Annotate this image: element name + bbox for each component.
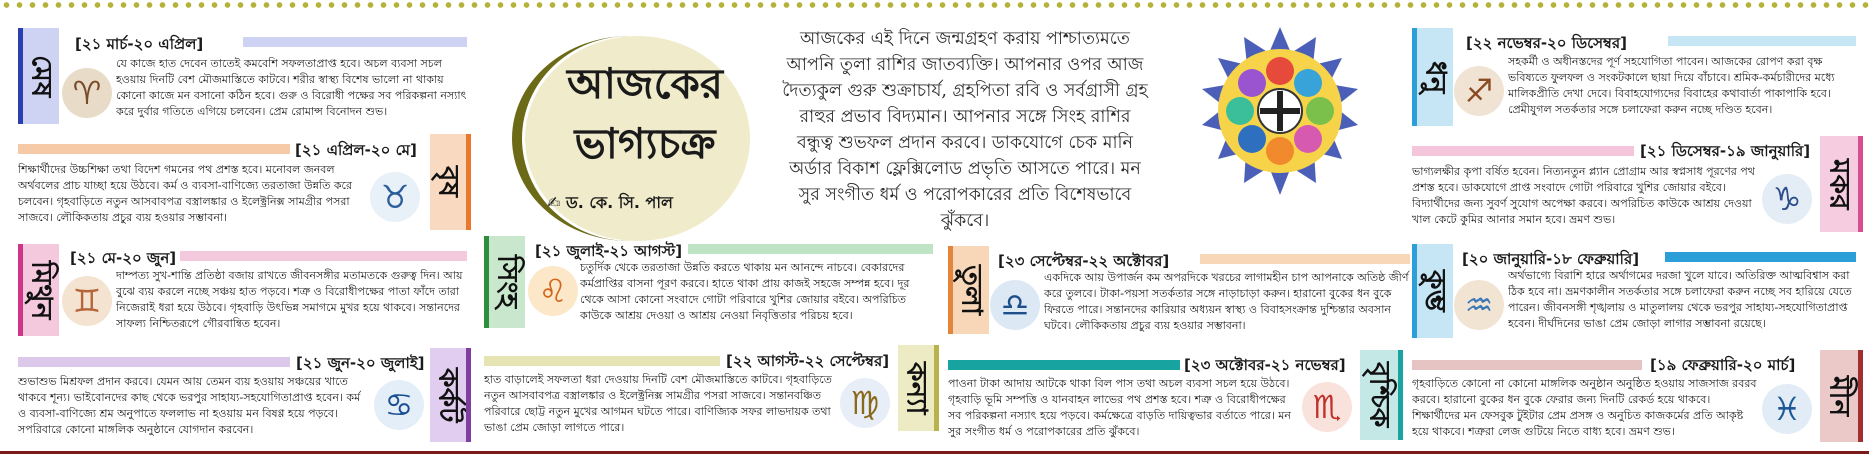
top-dotted-border xyxy=(0,0,1869,10)
goat-icon: ♑ xyxy=(1762,174,1812,224)
wheel-medallion xyxy=(1266,57,1294,85)
sign-name-mithun: মিথুন xyxy=(18,244,59,336)
sign-text-kumbha: অর্থভাগ্যে বিরাশি হারে অর্থাগমের দরজা খুলে যাবে। অতিরিক্ত আত্মবিশ্বাস করা ঠিক হবে না। ভ্রমণকালীন সতর্কতার সঙ্গে চলাফেরা করুন নচ্ছে সব হারিয়ে যেতে পারেন। জীবনসঙ্গী শৃঙ্খলায় ও মাতুলালয় থেকে ভরপুর সাহায্য-সহযোগিতাপ্রাপ্ত হবেন। দীর্ঘদিনের ভাঙা প্রেম জোড়া লাগার সম্ভাবনা রয়েছে। xyxy=(1508,269,1852,330)
sign-text-makar: ভাগ্যলক্ষীর কৃপা বর্ষিত হবেন। নিত্যনতুন প্ল্যান প্রোগ্রাম আর স্বপ্নসাধ পূরণের পথ প্রশস্ত হবে। ডাকযোগে প্রাপ্ত সংবাদে গোটা পরিবারে খুশির জোয়ার বইবে। বিদ্যার্থীদের জন্য সুবর্ণ সুযোগ অপেক্ষা করবে। অপরিচিত কাউকে আশ্রয় দেওয়া খাল কেটে কুমির আনার সমান হবে। ভ্রমণ শুভ। xyxy=(1412,165,1755,226)
bar-karkat xyxy=(18,357,290,367)
wheel-medallion xyxy=(1266,137,1294,165)
sign-text-mithun: দাম্পত্য সুখ-শান্তি প্রতিষ্ঠা বজায় রাখতে জীবনসঙ্গীর মতামতকে গুরুত্ব দিন। আয় বুঝে ব্যয় করলে নচ্ছে সঞ্চয় হাত পড়বে। শত্রু ও বিরোধীপক্ষের পাতা ফাঁদে তারা নিজেরাই ধরা হয়ে উঠবে। গৃহবাড়ি উৎভিন্ন সমাগমে মুখর হয়ে থাকবে। সন্তানদের সাফল্য নিশ্চিতরূপে গৌরবান্বিত হবেন। xyxy=(116,269,463,330)
sign-dates-mithun: [২১ মে-২০ জুন] xyxy=(70,249,177,267)
sign-dates-singha: [২১ জুলাই-২১ আগস্ট] xyxy=(535,242,683,260)
bar-kanya xyxy=(484,356,720,366)
ram-icon: ♈ xyxy=(62,68,112,118)
sign-name-singha: সিংহ xyxy=(484,236,525,328)
title-line-1: আজকের xyxy=(567,59,723,108)
scorpion-icon: ♏ xyxy=(1302,382,1352,432)
sign-dates-dhanu: [২২ নভেম্বর-২০ ডিসেম্বর] xyxy=(1466,34,1627,52)
sign-dates-makar: [২১ ডিসেম্বর-১৯ জানুয়ারি] xyxy=(1640,142,1811,160)
sign-name-brishchik: বৃশ্চিক xyxy=(1360,350,1403,440)
sign-name-brish: বৃষ xyxy=(430,134,471,230)
wheel-medallion xyxy=(1238,125,1266,153)
wheel-medallion xyxy=(1238,69,1266,97)
sign-text-tula: একদিকে আয় উপার্জন কম অপরদিকে খরচের লাগামহীন চাপ আপনাকে অতিষ্ঠ জীর্ণ করে তুলবে। টাকা-পয়সা সতর্কতার সঙ্গে নাড়াচাড়া করুন। হারানো বুকের ধন বুকে ফিরতে পারে। সন্তানদের কারিয়ার অধ্যয়ন স্বাস্থ্য ও বিবাহসংক্রান্ত দুশ্চিন্তার অবসান ঘটবে। লৌকিকতায় প্রচুর ব্যয় হওয়ার সম্ভাবনা। xyxy=(1044,271,1409,332)
bar-kumbha xyxy=(1665,252,1856,262)
sign-text-brish: শিক্ষার্থীদের উচ্চশিক্ষা তথা বিদেশ গমনের পথ প্রশস্ত হবে। মনোবল জনবল অর্থবলের প্রাচ যাচ্ছা হয়ে উঠবে। কর্ম ও ব্যবসা-বাণিজ্যে তরতাজা উন্নতি করে চলবেন। গৃহবাড়িতে নতুন আসবাবপত্র বস্ত্রালঙ্কার ও ইলেক্ট্রনিক্স সামগ্রীর পসরা সাজবে। লৌকিকতায় প্রচুর ব্যয় হওয়ার সম্ভাবনা। xyxy=(18,163,352,224)
zodiac-wheel-image xyxy=(1196,27,1364,195)
byline xyxy=(547,190,673,217)
sign-dates-kanya: [২২ আগস্ট-২২ সেপ্টেম্বর] xyxy=(726,352,890,370)
lion-icon: ♌ xyxy=(528,266,578,316)
sign-dates-tula: [২৩ সেপ্টেম্বর-২২ অক্টোবর] xyxy=(998,252,1170,270)
bar-brish xyxy=(18,144,290,154)
bar-singha xyxy=(688,244,933,254)
bar-dhanu xyxy=(1668,36,1856,46)
sign-text-dhanu: সহকর্মী ও অধীনস্তদের পূর্ণ সহযোগিতা পাবেন। আজকের রোপণ করা বৃক্ষ ভবিষ্যতে ফুলফল ও সংকটকালে ছায়া দিয়ে বাঁচাবে। শ্রমিক-কর্মচারীদের মধ্যে মালিকপ্রীতি দেখা দেবে। বিবাহযোগ্যদের বিবাহের কথাবার্তা পাকাপাকি হবে। প্রেমীযুগল সতর্কতার সঙ্গে চলাফেরা করুন নচ্ছে দণ্ডিত হবেন। xyxy=(1508,55,1835,116)
bar-brishchik xyxy=(948,360,1180,370)
sign-name-kanya: কন্যা xyxy=(898,345,939,431)
sign-dates-mesh: [২১ মার্চ-২০ এপ্রিল] xyxy=(75,35,204,53)
bull-icon: ♉ xyxy=(370,172,420,222)
sign-name-meen: মীন xyxy=(1820,350,1863,442)
pen-icon: ✍ xyxy=(547,193,561,212)
sign-text-meen: গৃহবাড়িতে কোনো না কোনো মাঙ্গলিক অনুষ্ঠান অনুষ্ঠিত হওয়ায় সাজসাজ রবরব করবে। হারানো বুকের ধন বুকে ফেরার জন্য দিনটি রেকর্ড হয়ে থাকবে। শিক্ষার্থীদের মন ফেসবুক টুইটার প্রেম প্রসঙ্গ ও অনুচিত কাজকর্মের প্রতি আকৃষ্ট হয়ে থাকবে। শত্রুরা লেজ গুটিয়ে নিতে বাধ্য হবে। ভ্রমণ শুভ। xyxy=(1412,377,1757,438)
intro-text: আজকের এই দিনে জন্মগ্রহণ করায় পাশ্চাত্যমতে আপনি তুলা রাশির জাতব্যক্তি। আপনার ওপর আজ দৈত্যকুল গুরু শুক্রাচার্য, গ্রহপিতা রবি ও সর্বগ্রাসী গ্রহ রাহুর প্রভাব বিদ্যমান। আপনার সঙ্গে সিংহ রাশির বন্ধুত্ব শুভফল প্রদান করবে। ডাকযোগে চেক মানি অর্ডার বিকাশ ফ্লেক্সিলোড প্রভৃতি আসতে পারে। মন সুর সংগীত ধর্ম ও পরোপকারের প্রতি বিশেষভাবে ঝুঁকবে। xyxy=(782,29,1148,231)
sign-dates-brish: [২১ এপ্রিল-২০ মে] xyxy=(295,141,417,159)
scales-icon: ♎ xyxy=(990,280,1040,330)
bottom-rule xyxy=(0,451,1869,454)
sign-text-kanya: হাত বাড়ালেই সফলতা ধরা দেওয়ায় দিনটি বেশ মৌজমাস্তিতে কাটবে। গৃহবাড়িতে নতুন আসবাবপত্র বস্ত্রালঙ্কার ও ইলেক্ট্রনিক্স সামগ্রীর পসরা সাজবে। সন্তানবঞ্চিত পরিবারে ছোট্ট নতুন মুখের আগমন ঘটতে পারে। বাণিজ্যিক সফর লাভদায়ক তথা ভাঙা প্রেম জোড়া লাগতে পারে। xyxy=(484,373,832,434)
bar-tula xyxy=(1200,254,1410,264)
sign-name-makar: মকর xyxy=(1820,136,1863,232)
sign-text-karkat: শুভাশুভ মিশ্রফল প্রদান করবে। যেমন আয় তেমন ব্যয় হওয়ায় সঞ্চয়ের খাতে থাকবে শূন্য। ভাইবোনদের কাছ থেকে ভরপুর সাহায্য-সহযোগিতাপ্রাপ্ত হবেন। কর্ম ও ব্যবসা-বাণিজ্যে শ্রম অনুপাতে ফললাভ না হওয়ায় মন বিষণ্ণ হয়ে পড়বে। সপরিবারে কোনো মাঙ্গলিক অনুষ্ঠানে যোগদান করবেন। xyxy=(18,375,361,436)
wheel-medallion xyxy=(1294,125,1322,153)
crab-icon: ♋ xyxy=(374,380,424,430)
author-name: ড. কে. সি. পাল xyxy=(565,193,673,212)
page-title xyxy=(545,54,745,174)
bar-makar xyxy=(1412,146,1634,156)
sign-name-karkat: কর্কট xyxy=(430,348,471,442)
archer-icon: ♐ xyxy=(1454,66,1504,116)
sign-dates-meen: [১৯ ফেব্রুয়ারি-২০ মার্চ] xyxy=(1650,356,1796,374)
sign-name-mesh: মেষ xyxy=(18,28,59,124)
virgo-icon: ♍ xyxy=(840,378,890,428)
sign-name-tula: তুলা xyxy=(948,246,989,334)
wheel-medallion xyxy=(1306,97,1334,125)
bar-mesh xyxy=(243,37,467,47)
sign-name-dhanu: ধনু xyxy=(1412,28,1453,126)
wheel-medallion xyxy=(1226,97,1254,125)
bar-mithun xyxy=(180,251,467,261)
sign-dates-karkat: [২১ জুন-২০ জুলাই] xyxy=(296,354,425,372)
twins-icon: ♊ xyxy=(62,276,112,326)
fish-icon: ♓ xyxy=(1762,384,1812,434)
sign-dates-brishchik: [২৩ অক্টোবর-২১ নভেম্বর] xyxy=(1184,356,1346,374)
sign-text-mesh: যে কাজে হাত দেবেন তাতেই কমবেশি সফলতাপ্রাপ্ত হবে। অচল ব্যবসা সচল হওয়ায় দিনটি বেশ মৌজমাস্তিতে কাটবে। শরীর স্বাস্থ্য বিশেষ ভালো না থাকায় কোনো কাজে মন বসানো কঠিন হবে। গুরু ও বিরোধী পক্ষের সব পরিকল্পনা নস্যাৎ করে দুর্বার গতিতে এগিয়ে চলবেন। প্রেম রোমান্স বিনোদন শুভ। xyxy=(116,57,467,118)
sign-name-kumbha: কুম্ভ xyxy=(1412,244,1453,338)
sign-text-brishchik: পাওনা টাকা আদায় আটকে থাকা বিল পাস তথা অচল ব্যবসা সচল হয়ে উঠবে। গৃহবাড়ি ভূমি সম্পত্তি ও যানবাহন লাভের পথ প্রশস্ত হবে। শত্রু ও বিরোধীপক্ষের সব পরিকল্পনা নস্যাৎ হয়ে পড়বে। কর্মক্ষেত্রে বাড়তি দায়িত্বভার বর্তাতে পারে। মন সুর সংগীত ধর্ম ও পরোপকারের প্রতি ঝুঁকবে। xyxy=(948,377,1291,438)
water-bearer-icon: ♒ xyxy=(1454,280,1504,330)
sign-text-singha: চতুর্দিক থেকে তরতাজা উন্নতি করতে থাকায় মন আনন্দে নাচবে। বেকারদের কর্মপ্রাপ্তির বাসনা পূরণ করবে। হাতে থাকা প্রায় কাজই সহজে সম্পন্ন হবে। দূর থেকে আসা কোনো সংবাদে গোটা পরিবারে খুশির জোয়ার বইবে। অপরিচিত কাউকে আশ্রয় দেওয়া ও আশ্রয় নেওয়া নিবৃত্তিতার পরিচয় হবে। xyxy=(580,261,910,322)
bar-meen xyxy=(1412,360,1642,370)
sign-dates-kumbha: [২০ জানুয়ারি-১৮ ফেব্রুয়ারি] xyxy=(1462,250,1640,268)
title-line-2: ভাগ্যচক্র xyxy=(574,119,716,168)
wheel-medallion xyxy=(1294,69,1322,97)
